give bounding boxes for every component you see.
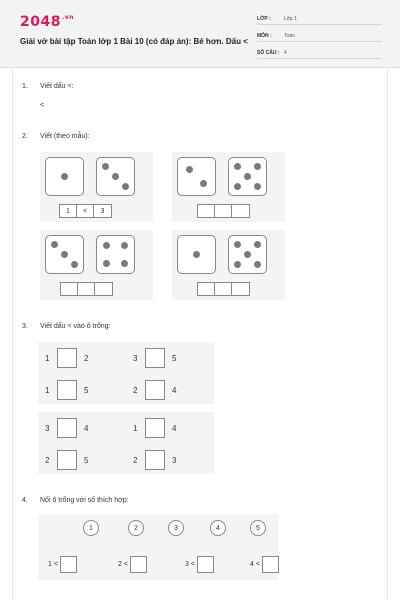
answer-box[interactable] xyxy=(57,348,77,368)
die-dot xyxy=(51,241,58,248)
answer-cell[interactable] xyxy=(232,283,249,295)
meta-label: LỚP : xyxy=(257,16,271,22)
answer-cell: < xyxy=(77,205,94,217)
answer-box[interactable] xyxy=(145,450,165,470)
die-one xyxy=(45,157,84,196)
less-than-answer: < xyxy=(40,102,45,109)
die-dot xyxy=(186,166,193,173)
site-logo[interactable] xyxy=(20,14,74,30)
right-number: 5 xyxy=(84,455,89,465)
die-dot xyxy=(254,163,261,170)
meta-row-class xyxy=(257,14,382,25)
compare-row xyxy=(45,380,88,400)
answer-cell[interactable] xyxy=(78,283,95,295)
compare-row xyxy=(133,348,176,368)
answer-cell: 1 xyxy=(60,205,77,217)
number-circle[interactable]: 2 xyxy=(128,520,144,536)
question-text: Viết dấu < vào ô trống: xyxy=(40,323,111,330)
question-number: 3. xyxy=(22,323,28,330)
right-number: 5 xyxy=(84,385,89,395)
die-dot xyxy=(122,183,129,190)
question-number: 2. xyxy=(22,133,28,140)
meta-value: Toán xyxy=(284,33,295,39)
number-circle[interactable]: 5 xyxy=(250,520,266,536)
right-number: 3 xyxy=(172,455,177,465)
right-number: 4 xyxy=(172,385,177,395)
die-two xyxy=(177,157,216,196)
meta-label: MÔN : xyxy=(257,33,272,39)
die-five xyxy=(228,235,267,274)
right-number: 5 xyxy=(172,353,177,363)
dice-panel-2 xyxy=(172,152,285,222)
match-item xyxy=(185,556,214,573)
answer-cell[interactable] xyxy=(198,283,215,295)
right-number: 4 xyxy=(172,423,177,433)
answer-cell[interactable] xyxy=(198,205,215,217)
dice-panel-3 xyxy=(40,230,153,300)
match-box[interactable] xyxy=(262,556,279,573)
die-dot xyxy=(61,251,68,258)
die-dot xyxy=(234,261,241,268)
right-number: 2 xyxy=(84,353,89,363)
question-number: 4. xyxy=(22,497,28,504)
answer-box[interactable] xyxy=(57,450,77,470)
match-item xyxy=(250,556,279,573)
match-item xyxy=(48,556,77,573)
answer-cell[interactable] xyxy=(215,205,232,217)
compare-row xyxy=(45,348,88,368)
die-one xyxy=(177,235,216,274)
answer-box[interactable] xyxy=(57,418,77,438)
answer-box[interactable] xyxy=(57,380,77,400)
answer-cell: 3 xyxy=(100,207,105,215)
die-dot xyxy=(121,260,128,267)
answer-cell[interactable] xyxy=(215,283,232,295)
left-number: 1 xyxy=(45,385,50,395)
answer-cells xyxy=(197,204,250,218)
die-dot xyxy=(254,241,261,248)
match-box[interactable] xyxy=(60,556,77,573)
logo-text: 2048 xyxy=(20,14,61,30)
match-label: 2 < xyxy=(118,561,128,568)
left-number: 1 xyxy=(45,353,50,363)
meta-label: SỐ CÂU : xyxy=(257,50,280,56)
logo-suffix: .vn xyxy=(61,14,74,21)
match-box[interactable] xyxy=(197,556,214,573)
answer-box[interactable] xyxy=(145,348,165,368)
left-number: 2 xyxy=(45,455,50,465)
die-dot xyxy=(254,261,261,268)
die-dot xyxy=(200,180,207,187)
die-dot xyxy=(244,251,251,258)
number-circle[interactable]: 4 xyxy=(210,520,226,536)
die-dot xyxy=(112,173,119,180)
number-circle[interactable]: 1 xyxy=(83,520,99,536)
meta-row-count xyxy=(257,48,382,59)
die-dot xyxy=(254,183,261,190)
answer-box[interactable] xyxy=(145,380,165,400)
die-five xyxy=(228,157,267,196)
compare-row xyxy=(133,380,176,400)
left-number: 2 xyxy=(133,455,138,465)
dice-panel-4 xyxy=(172,230,285,300)
compare-row xyxy=(133,450,176,470)
answer-cell[interactable] xyxy=(95,283,112,295)
left-number: 2 xyxy=(133,385,138,395)
match-label: 1 < xyxy=(48,561,58,568)
die-dot xyxy=(234,241,241,248)
match-item xyxy=(118,556,147,573)
answer-cell[interactable] xyxy=(232,205,249,217)
document-title: Giải vở bài tập Toán lớp 1 Bài 10 (có đáp án): Bé hơn. Dấu < xyxy=(20,37,248,46)
die-dot xyxy=(103,242,110,249)
answer-cells xyxy=(197,282,250,296)
question-text: Viết dấu <: xyxy=(40,83,74,90)
compare-row xyxy=(133,418,176,438)
number-circle[interactable]: 3 xyxy=(168,520,184,536)
die-dot xyxy=(61,173,68,180)
die-dot xyxy=(103,260,110,267)
document-header xyxy=(0,0,400,68)
match-label: 4 < xyxy=(250,561,260,568)
answer-cell[interactable] xyxy=(61,283,78,295)
meta-value: Lớp 1 xyxy=(284,16,298,22)
question-text: Viết (theo mẫu): xyxy=(40,133,90,140)
meta-row-subject xyxy=(257,31,382,42)
answer-box[interactable] xyxy=(145,418,165,438)
die-four xyxy=(96,235,135,274)
left-number: 1 xyxy=(133,423,138,433)
die-dot xyxy=(71,261,78,268)
dice-panel-1 xyxy=(40,152,153,222)
compare-row xyxy=(45,418,88,438)
meta-value: 4 xyxy=(284,50,287,56)
meta-info xyxy=(257,14,382,65)
match-box[interactable] xyxy=(130,556,147,573)
right-number: 4 xyxy=(84,423,89,433)
die-dot xyxy=(102,163,109,170)
die-dot xyxy=(234,163,241,170)
die-dot xyxy=(234,183,241,190)
die-dot xyxy=(244,173,251,180)
compare-row xyxy=(45,450,88,470)
sample-answer-cells xyxy=(59,204,112,218)
left-number: 3 xyxy=(133,353,138,363)
question-text: Nối ô trống với số thích hợp: xyxy=(40,497,129,504)
answer-cells xyxy=(60,282,113,296)
die-three xyxy=(45,235,84,274)
die-three xyxy=(96,157,135,196)
left-number: 3 xyxy=(45,423,50,433)
die-dot xyxy=(121,242,128,249)
question-number: 1. xyxy=(22,83,28,90)
die-dot xyxy=(193,251,200,258)
match-label: 3 < xyxy=(185,561,195,568)
